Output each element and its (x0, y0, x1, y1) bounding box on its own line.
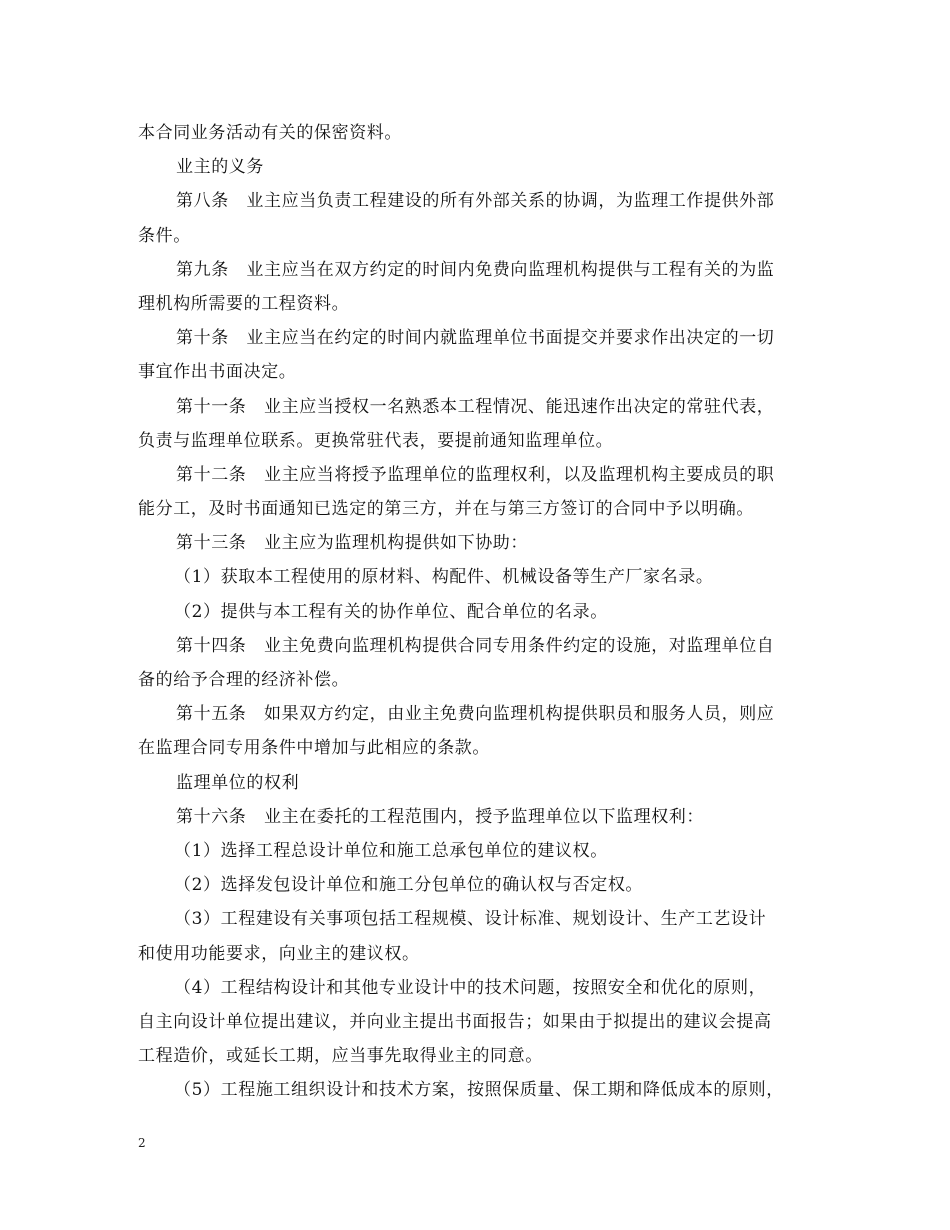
text-line: 第十一条 业主应当授权一名熟悉本工程情况、能迅速作出决定的常驻代表， (176, 396, 775, 417)
text-line: 业主的义务 (176, 157, 264, 178)
text-line: 第十条 业主应当在约定的时间内就监理单位书面提交并要求作出决定的一切 (176, 328, 775, 349)
text-line: 第十三条 业主应为监理机构提供如下协助： (176, 533, 528, 554)
text-line: 在监理合同专用条件中增加与此相应的条款。 (138, 738, 490, 759)
text-line: （1）获取本工程使用的原材料、构配件、机械设备等生产厂家名录。 (174, 567, 714, 588)
text-line: （4）工程结构设计和其他专业设计中的技术问题，按照安全和优化的原则， (174, 977, 767, 998)
text-line: 第十六条 业主在委托的工程范围内，授予监理单位以下监理权利： (176, 806, 704, 827)
text-line: 本合同业务活动有关的保密资料。 (138, 123, 402, 143)
text-line: 备的给予合理的经济补偿。 (138, 670, 350, 690)
text-line: 第八条 业主应当负责工程建设的所有外部关系的协调，为监理工作提供外部 (176, 191, 775, 212)
text-line: （5）工程施工组织设计和技术方案，按照保质量、保工期和降低成本的原则， (174, 1080, 784, 1101)
text-line: 自主向设计单位提出建议，并向业主提出书面报告；如果由于拟提出的建议会提高 (138, 1011, 772, 1032)
text-line: 第十五条 如果双方约定，由业主免费向监理机构提供职员和服务人员，则应 (176, 704, 775, 725)
text-line: 工程造价，或延长工期，应当事先取得业主的同意。 (138, 1046, 543, 1067)
text-line: 第九条 业主应当在双方约定的时间内免费向监理机构提供与工程有关的为监 (176, 259, 775, 280)
text-line: （1）选择工程总设计单位和施工总承包单位的建议权。 (174, 840, 608, 861)
text-line: （3）工程建设有关事项包括工程规模、设计标准、规划设计、生产工艺设计 (174, 909, 767, 930)
text-line: 第十二条 业主应当将授予监理单位的监理权利，以及监理机构主要成员的职 (176, 464, 775, 485)
document-body (138, 116, 818, 1107)
text-line: 事宜作出书面决定。 (138, 362, 297, 383)
text-line: 负责与监理单位联系。更换常驻代表，要提前通知监理单位。 (138, 430, 614, 451)
text-line: 条件。 (138, 225, 191, 246)
text-line: 能分工，及时书面通知已选定的第三方，并在与第三方签订的合同中予以明确。 (138, 499, 754, 520)
text-line: （2）提供与本工程有关的协作单位、配合单位的名录。 (174, 601, 608, 622)
text-line: 和使用功能要求，向业主的建议权。 (138, 943, 420, 964)
page-number: 2 (138, 1136, 146, 1150)
text-line: 第十四条 业主免费向监理机构提供合同专用条件约定的设施，对监理单位自 (176, 635, 775, 656)
text-line: 监理单位的权利 (176, 772, 300, 793)
text-line: （2）选择发包设计单位和施工分包单位的确认权与否定权。 (174, 875, 644, 896)
text-line: 理机构所需要的工程资料。 (138, 293, 350, 314)
